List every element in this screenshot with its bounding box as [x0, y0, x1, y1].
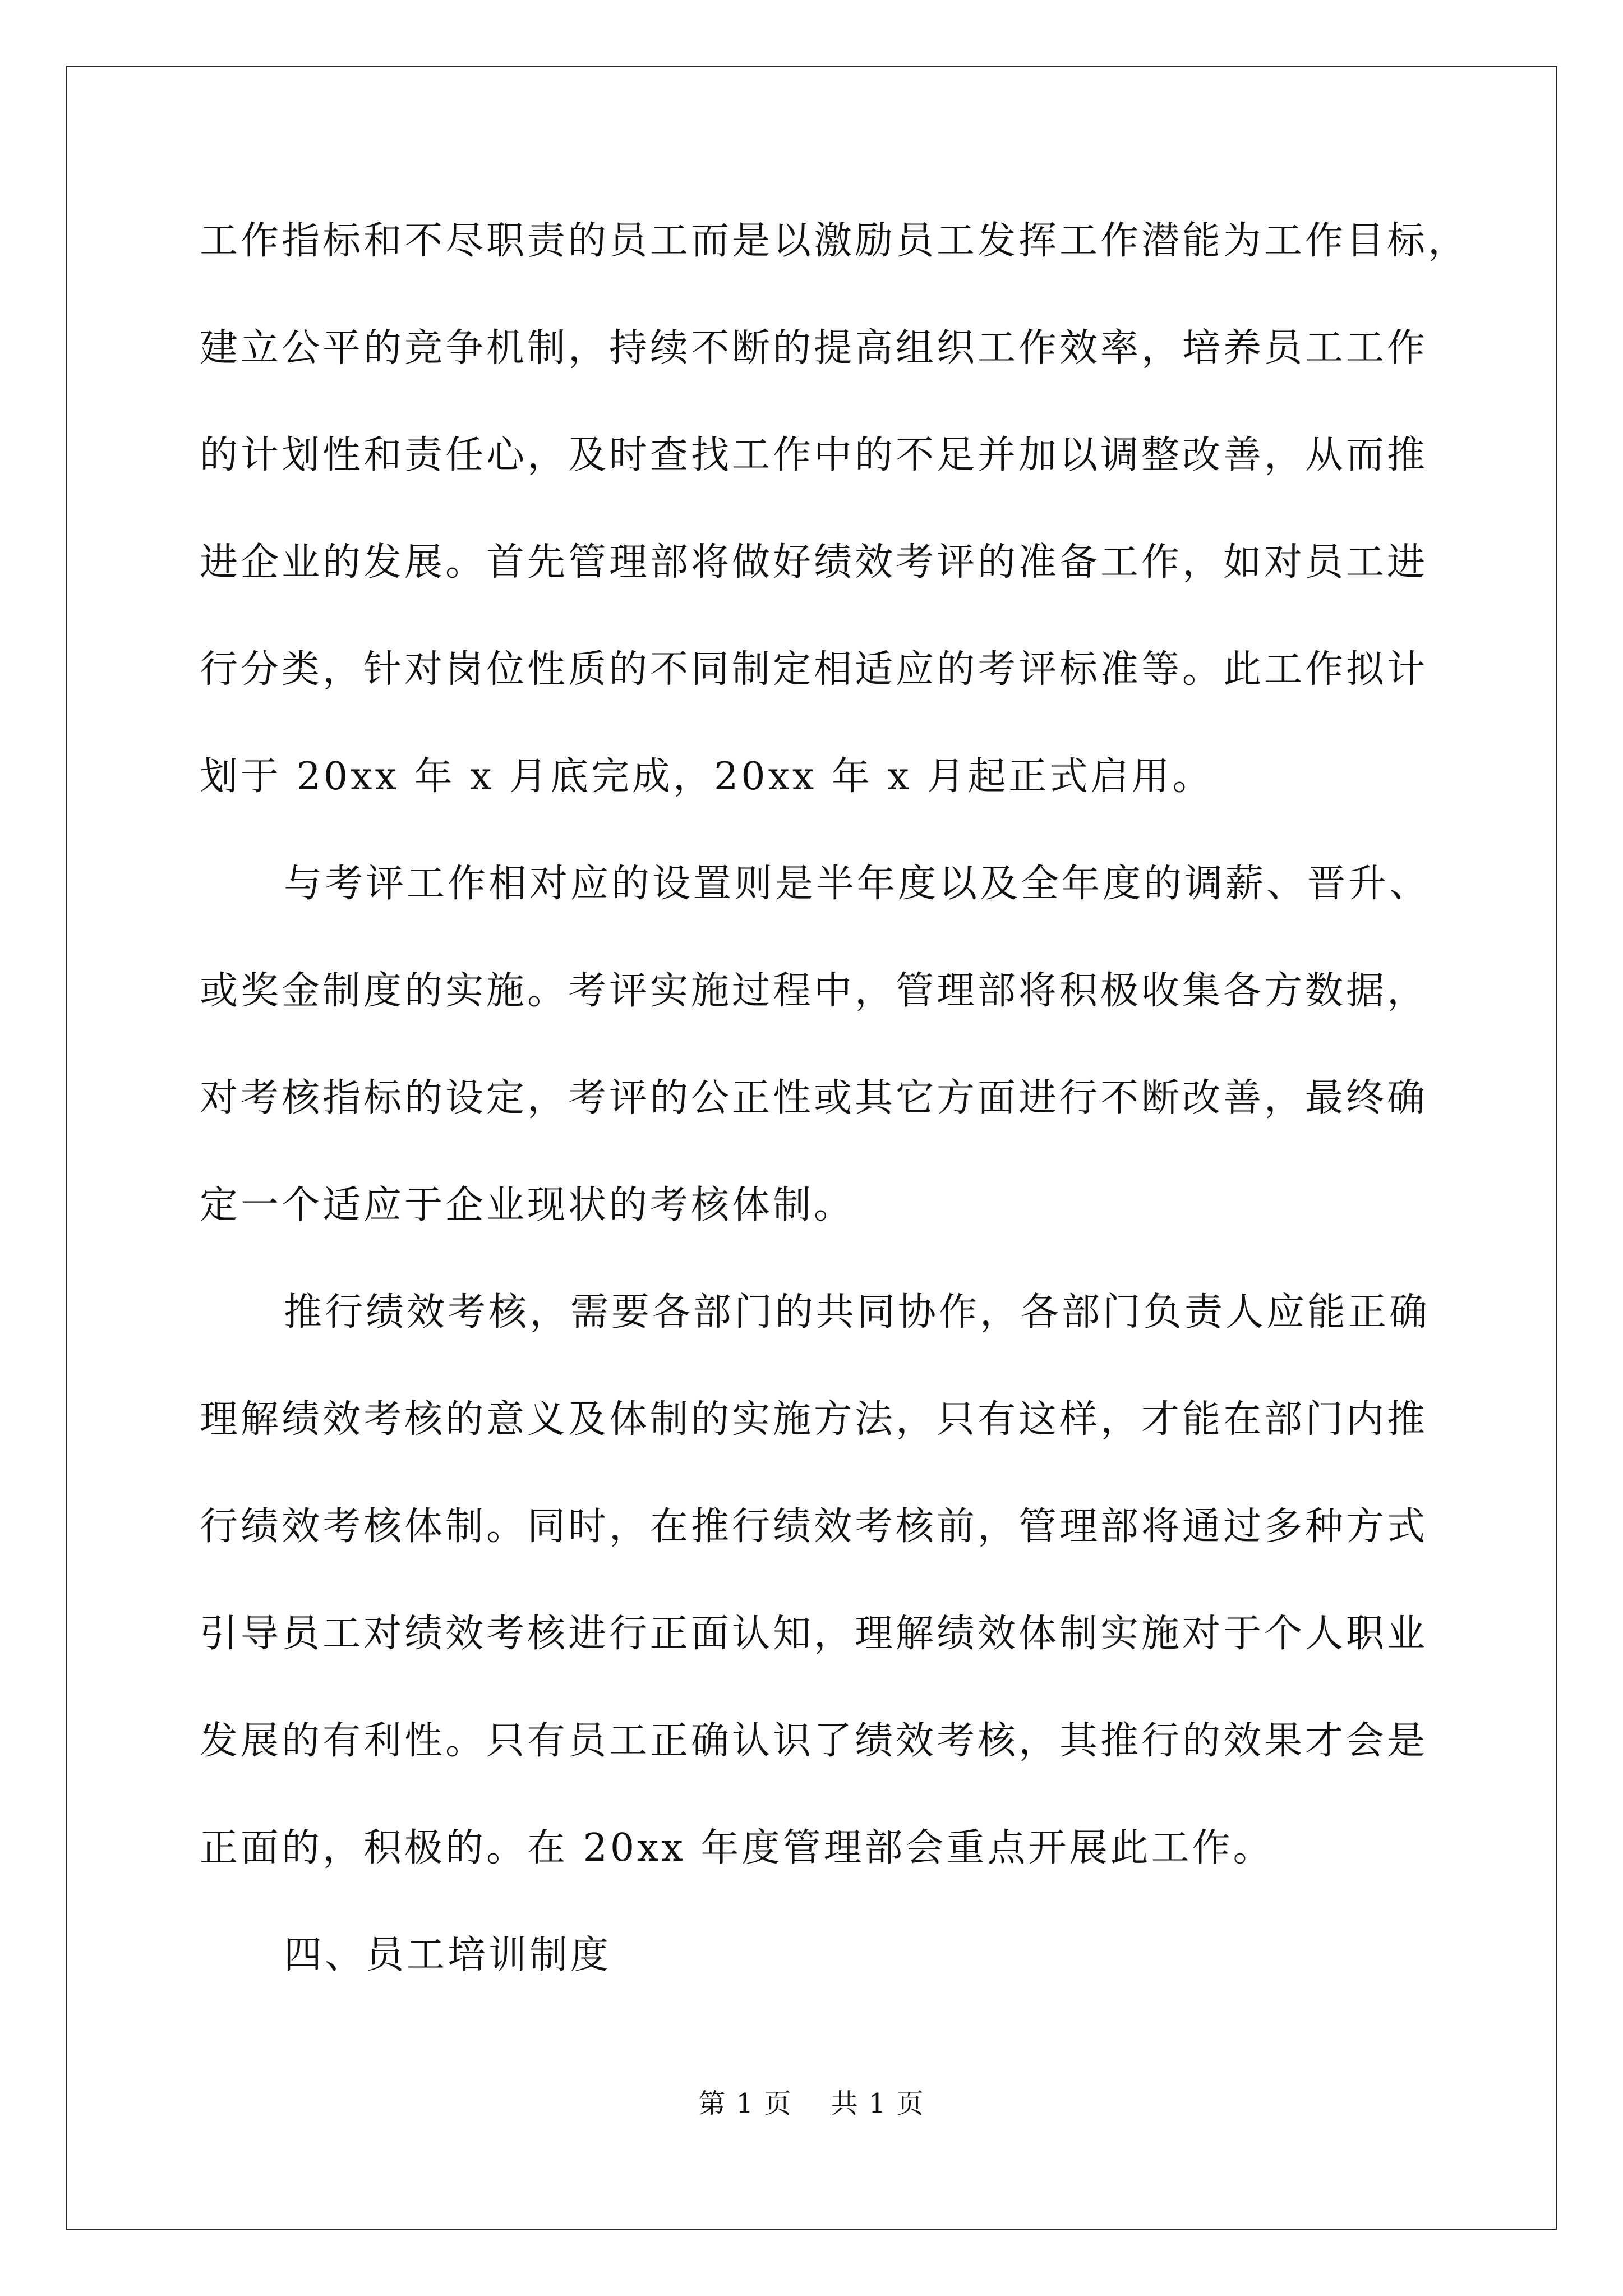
- text-line: 推行绩效考核，需要各部门的共同协作，各部门负责人应能正确: [284, 1290, 1431, 1335]
- text-line: 理解绩效考核的意义及体制的实施方法，只有这样，才能在部门内推: [200, 1397, 1428, 1442]
- text-line: 与考评工作相对应的设置则是半年度以及全年度的调薪、晋升、: [284, 862, 1431, 906]
- text-line: 行分类，针对岗位性质的不同制定相适应的考评标准等。此工作拟计: [200, 647, 1428, 692]
- text-line: 发展的有利性。只有员工正确认识了绩效考核，其推行的效果才会是: [200, 1719, 1428, 1763]
- page-footer: 第 1 页 共 1 页: [698, 2088, 925, 2119]
- text-line: 定一个适应于企业现状的考核体制。: [200, 1183, 855, 1227]
- text-line: 或奖金制度的实施。考评实施过程中，管理部将积极收集各方数据，: [200, 969, 1428, 1013]
- text-line: 划于 20xx 年 x 月底完成，20xx 年 x 月起正式启用。: [200, 754, 1214, 799]
- text-line: 进企业的发展。首先管理部将做好绩效考评的准备工作，如对员工进: [200, 540, 1428, 585]
- page-border: [66, 66, 1557, 2230]
- text-line: 建立公平的竞争机制，持续不断的提高组织工作效率，培养员工工作: [200, 326, 1428, 370]
- text-line: 引导员工对绩效考核进行正面认知，理解绩效体制实施对于个人职业: [200, 1612, 1428, 1656]
- text-line: 对考核指标的设定，考评的公正性或其它方面进行不断改善，最终确: [200, 1076, 1428, 1120]
- text-line: 正面的，积极的。在 20xx 年度管理部会重点开展此工作。: [200, 1826, 1274, 1870]
- text-line: 的计划性和责任心，及时查找工作中的不足并加以调整改善，从而推: [200, 433, 1428, 477]
- text-line: 工作指标和不尽职责的员工而是以激励员工发挥工作潜能为工作目标，: [200, 219, 1469, 263]
- section-heading: 四、员工培训制度: [284, 1933, 612, 1977]
- text-line: 行绩效考核体制。同时，在推行绩效考核前，管理部将通过多种方式: [200, 1504, 1428, 1549]
